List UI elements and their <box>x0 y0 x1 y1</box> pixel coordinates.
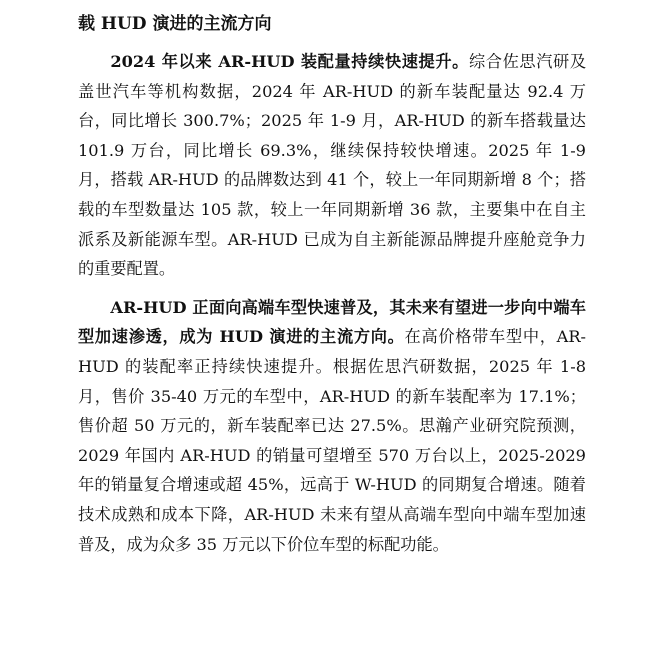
paragraph-lead: AR-HUD 正面向高端车型快速普及，其未来有望进一步向中端车型加速渗透，成为 HUD 演进的主流方向。 <box>78 297 586 347</box>
paragraph-ar-hud-adoption <box>78 47 586 284</box>
paragraph-ar-hud-trend <box>78 293 586 559</box>
paragraph-lead: 2024 年以来 AR-HUD 装配量持续快速提升。 <box>110 52 469 71</box>
section-heading: 载 HUD 演进的主流方向 <box>78 14 272 34</box>
paragraph-body: 综合佐思汽研及盖世汽车等机构数据，2024 年 AR-HUD 的新车装配量达 92.4 万台，同比增长 300.7%；2025 年 1-9 月，AR-HUD 的新车搭载量达 101.9 万台，同比增长 69.3%，继续保持较快增速。2025 年 1-9 月，搭载 AR-HUD 的品牌数达到 41 个，较上一年同期新增 8 个；搭载的车型数量达 105 款，较上一年同期新增 36 款，主要集中在自主派系及新能源车型。AR-HUD 已成为自主新能源品牌提升座舱竞争力的重要配置。 <box>78 52 587 279</box>
paragraph-body: 在高价格带车型中，AR-HUD 的装配率正持续快速提升。根据佐思汽研数据，2025 年 1-8 月，售价 35-40 万元的车型中，AR-HUD 的新车装配率为 17.1%；售价超 50 万元的，新车装配率已达 27.5%。思瀚产业研究院预测，2029 年国内 AR-HUD 的销量可望增至 570 万台以上，2025-2029 年的销量复合增速或超 45%，远高于 W-HUD 的同期复合增速。随着技术成熟和成本下降，AR-HUD 未来有望从高端车型向中端车型加速普及，成为众多 35 万元以下价位车型的标配功能。 <box>78 327 586 554</box>
